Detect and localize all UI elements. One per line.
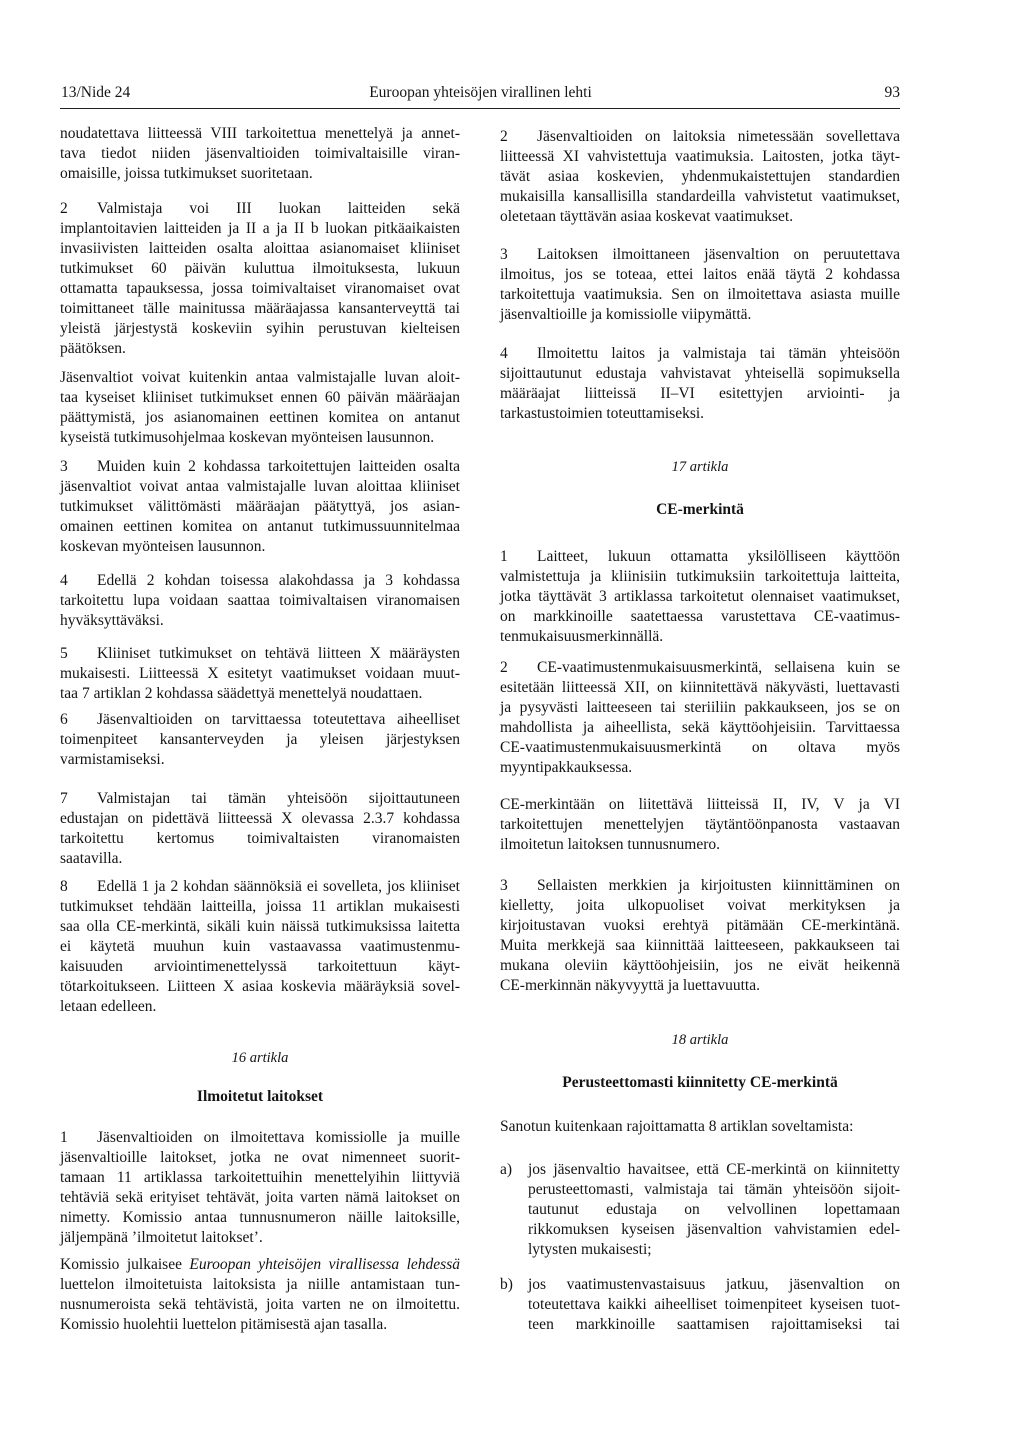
text-line <box>500 147 900 167</box>
text-line <box>60 997 460 1017</box>
line-text: tutkimukset 60 päivän kuluttua ilmoituksesta, lukuun <box>60 260 460 277</box>
line-text: on markkinoille saatettaessa varustettava CE-vaatimus- <box>500 608 900 625</box>
paragraph <box>500 127 900 227</box>
text-line <box>60 319 460 339</box>
text-line <box>500 916 900 936</box>
text-line <box>60 517 460 537</box>
text-line <box>60 789 460 809</box>
line-text: koskevan myönteisen lausunnon. <box>60 538 266 555</box>
line-text: teen markkinoille saattamisen rajoittamiseksi tai <box>528 1316 900 1333</box>
line-text: valmistettuja ja kliinisiin tutkimuksiin tarkoitettuja laitteita, <box>500 568 900 585</box>
text-line <box>60 877 460 897</box>
line-text: ottamatta tapauksessa, jossa toimivaltaiset viranomaiset ovat <box>60 280 460 297</box>
text-line <box>500 305 900 325</box>
paragraph-number: 3 <box>60 458 68 475</box>
text-line <box>60 497 460 517</box>
text-line <box>60 1295 460 1315</box>
line-text: Sellaisten merkkien ja kirjoitusten kiinnittäminen on <box>537 877 900 894</box>
text-line <box>60 164 460 184</box>
line-text: Komissio huolehtii luettelon pitämisestä ajan tasalla. <box>60 1316 388 1333</box>
paragraph <box>500 1117 900 1137</box>
paragraph <box>60 1255 460 1335</box>
text-line <box>500 285 900 305</box>
line-text: Kliiniset tutkimukset on tehtävä liitteen X määräysten <box>97 645 460 662</box>
line-text: yleistä järjestystä koskeviin syihin perustuvan kielteisen <box>60 320 460 337</box>
text-line <box>60 239 460 259</box>
text-line <box>528 1180 900 1200</box>
text-line <box>500 815 900 835</box>
line-text: CE-merkintään on liitettävä liitteissä II, IV, V ja VI <box>500 796 900 813</box>
line-text: ei käytetä muuhun kuin vastaavassa vaatimustenmu- <box>60 938 460 955</box>
text-line <box>60 1275 460 1295</box>
line-text: Muiden kuin 2 kohdassa tarkoitettujen laitteiden osalta <box>97 458 460 475</box>
text-line <box>60 917 460 937</box>
article-number: 18 artikla <box>671 1032 729 1048</box>
paragraph <box>60 877 460 1017</box>
text-line <box>500 876 900 896</box>
line-text: jäljempänä ’ilmoitetut laitokset’. <box>60 1229 263 1246</box>
text-line <box>60 428 460 448</box>
line-text: tarkoitettuja vaatimuksia. Sen on ilmoitettava asiasta muille <box>500 286 900 303</box>
text-line <box>60 829 460 849</box>
paragraph-number: 1 <box>60 1129 68 1146</box>
line-text: toimenpiteet kansanterveyden ja yleisen järjestyksen <box>60 731 460 748</box>
line-text: mahdollista ja aiheellista, sekä käyttöohjeisiin. Tarvittaessa <box>500 719 900 736</box>
line-text: CE-merkinnän näkyvyyttä ja luettavuutta. <box>500 977 760 994</box>
text-line <box>500 627 900 647</box>
text-line <box>60 1208 460 1228</box>
journal-title: Euroopan yhteisöjen virallinen lehti <box>369 84 592 101</box>
text-line <box>500 567 900 587</box>
page-number: 93 <box>884 84 900 101</box>
line-text: määräajat liitteissä II–VI esitettyjen arviointi- ja <box>500 385 900 402</box>
line-text: kirjoitustavan vuoksi erehtyä pitämään CE-merkintänä. <box>500 917 900 934</box>
paragraph-number: 3 <box>500 877 508 894</box>
article-number: 16 artikla <box>231 1050 289 1066</box>
line-text: jos jäsenvaltio havaitsee, että CE-merkintä on kiinnitetty <box>528 1161 900 1178</box>
paragraph-number: 2 <box>60 200 68 217</box>
line-text: CE-vaatimustenmukaisuusmerkintä on oltava myös <box>500 739 900 756</box>
line-text: myyntipakkauksessa. <box>500 759 633 776</box>
line-text: mukaisesti. Liitteessä X esitetyt vaatimukset voidaan muut- <box>60 665 460 682</box>
line-text: Muita merkkejä saa kiinnittää laitteeseen, pakkaukseen tai <box>500 937 900 954</box>
line-text: jos vaatimustenvastaisuus jatkuu, jäsenvaltion on <box>528 1276 900 1293</box>
line-text: Sanotun kuitenkaan rajoittamatta 8 artiklan soveltamista: <box>500 1118 854 1135</box>
line-text: Edellä 2 kohdan toisessa alakohdassa ja 3 kohdassa <box>97 572 460 589</box>
line-text: tautunut edustaja on velvollinen lopettamaan <box>528 1201 900 1218</box>
text-line <box>528 1160 900 1180</box>
text-line <box>60 199 460 219</box>
article-title: CE-merkintä <box>656 501 744 518</box>
text-line <box>60 730 460 750</box>
line-text: letaan edelleen. <box>60 998 157 1015</box>
line-text: Laitoksen ilmoittaneen jäsenvaltion on peruutettava <box>537 246 900 263</box>
text-line <box>60 849 460 869</box>
paragraph-number: 2 <box>500 128 508 145</box>
text-line <box>60 750 460 770</box>
list-item-text <box>528 1160 900 1260</box>
text-line <box>60 279 460 299</box>
line-text: tarkoitettu lupa voidaan saattaa toimivaltaisen viranomaisen <box>60 592 460 609</box>
list-item-label: b) <box>500 1276 513 1293</box>
text-line <box>500 587 900 607</box>
paragraph-number: 8 <box>60 878 68 895</box>
article-title: Perusteettomasti kiinnitetty CE-merkintä <box>562 1074 838 1091</box>
line-text: tötarkoitukseen. Liitteen X asiaa koskevia määräyksiä sovel- <box>60 978 460 995</box>
line-text: kaisuuden arviointimenettelyssä tarkoitettuun käyt- <box>60 958 460 975</box>
text-line <box>60 710 460 730</box>
text-line <box>500 718 900 738</box>
line-text: hyväksyttäväksi. <box>60 612 164 629</box>
text-line <box>500 384 900 404</box>
text-line <box>528 1275 900 1295</box>
line-text: tava tiedot niiden jäsenvaltioiden toimivaltaisille viran- <box>60 145 460 162</box>
paragraph <box>60 789 460 869</box>
line-text: ilmoitus, jos se toteaa, ettei laitos enää täytä 2 kohdassa <box>500 266 900 283</box>
list-item-text <box>528 1275 900 1335</box>
text-line <box>500 364 900 384</box>
text-line <box>528 1220 900 1240</box>
text-line <box>500 547 900 567</box>
text-line <box>60 937 460 957</box>
line-text: Ilmoitettu laitos ja valmistaja tai tämän yhteisöön <box>537 345 900 362</box>
text-line <box>60 684 460 704</box>
text-line <box>500 245 900 265</box>
text-line <box>500 404 900 424</box>
text-line <box>60 571 460 591</box>
text-line <box>60 897 460 917</box>
paragraph <box>60 368 460 448</box>
line-text: Valmistajan tai tämän yhteisöön sijoittautuneen <box>97 790 460 807</box>
line-text: varmistamiseksi. <box>60 751 165 768</box>
text-line <box>60 408 460 428</box>
line-text: saa olla CE-merkintä, sikäli kuin näissä tutkimuksissa laitetta <box>60 918 460 935</box>
paragraph-number: 5 <box>60 645 68 662</box>
paragraph <box>500 876 900 996</box>
line-text: päätöksen. <box>60 340 126 357</box>
line-text: taa kyseiset kliiniset tutkimukset ennen 60 päivän määräajan <box>60 389 460 406</box>
paragraph <box>60 199 460 359</box>
line-text: jäsenvaltioille ja komissiolle viipymättä. <box>500 306 752 323</box>
text-line <box>500 127 900 147</box>
line-text: päättymistä, jos asianomainen eettinen komitea on antanut <box>60 409 460 426</box>
line-text: jotka täyttävät 3 artiklassa tarkoitetut olennaiset vaatimukset, <box>500 588 900 605</box>
text-line <box>60 144 460 164</box>
line-text: jäsenvaltiot voivat antaa valmistajalle luvan aloittaa kliiniset <box>60 478 460 495</box>
text-line <box>528 1240 900 1260</box>
article-title: Ilmoitetut laitokset <box>196 1088 324 1105</box>
line-text: mukana oleviin käyttöohjeisiin, jos ne eivät heikennä <box>500 957 900 974</box>
text-line <box>60 259 460 279</box>
paragraph <box>500 795 900 855</box>
text-line <box>500 167 900 187</box>
line-text: sijoittautunut edustaja vahvistavat yhteisellä sopimuksella <box>500 365 900 382</box>
paragraph-number: 7 <box>60 790 68 807</box>
paragraph-number: 2 <box>500 659 508 676</box>
line-text: Edellä 1 ja 2 kohdan säännöksiä ei sovelleta, jos kliiniset <box>97 878 460 895</box>
line-text: implantoitavien laitteiden ja II a ja II b luokan pitkäaikaisten <box>60 220 460 237</box>
line-text: tutkimukset välittömästi määräajan päätyttyä, jos asian- <box>60 498 460 515</box>
line-text: invasiivisten laitteiden osalta aloittaa asianomaiset kliiniset <box>60 240 460 257</box>
text-line <box>60 1315 460 1335</box>
line-text: ja pysyvästi laitteeseen tai steriiliin pakkaukseen, jos se on <box>500 699 900 716</box>
text-line <box>60 368 460 388</box>
line-text: mukaisilla kansallisilla standardeilla vahvistetut vaatimukset, <box>500 188 900 205</box>
list-item <box>500 1160 900 1260</box>
text-line <box>500 678 900 698</box>
text-line <box>60 644 460 664</box>
text-line <box>60 537 460 557</box>
text-line <box>500 265 900 285</box>
text-line <box>528 1315 900 1335</box>
line-text: Komissio julkaisee <box>60 1256 182 1273</box>
text-line <box>60 664 460 684</box>
line-text: Jäsenvaltioiden on ilmoitettava komissiolle ja muille <box>97 1129 460 1146</box>
text-line <box>60 977 460 997</box>
paragraph <box>60 124 460 184</box>
text-line <box>528 1295 900 1315</box>
text-line <box>60 1168 460 1188</box>
text-line <box>60 124 460 144</box>
line-text: nusnumeroista sekä tehtävistä, joita varten ne on ilmoitettu. <box>60 1296 460 1313</box>
list-item-label: a) <box>500 1161 513 1178</box>
text-line <box>500 976 900 996</box>
line-text: taa 7 artiklan 2 kohdassa säädettyä menettelyä noudattaen. <box>60 685 423 702</box>
text-line <box>60 809 460 829</box>
text-line <box>60 388 460 408</box>
line-text: liitteessä XI vahvistettuja vaatimuksia. Laitosten, jotka täyt- <box>500 148 900 165</box>
list-item <box>500 1275 900 1335</box>
paragraph-number: 3 <box>500 246 508 263</box>
text-line <box>60 591 460 611</box>
line-text: Valmistaja voi III luokan laitteiden sekä <box>97 200 460 217</box>
line-text: toimittaneet tälle mainitussa määräajassa kansanterveyttä tai <box>60 300 460 317</box>
text-line <box>500 936 900 956</box>
right-column <box>500 0 900 1437</box>
line-text: omaisille, joissa tutkimukset suoritetaan. <box>60 165 313 182</box>
text-line <box>500 835 900 855</box>
text-line <box>60 1228 460 1248</box>
text-line <box>60 1148 460 1168</box>
text-line <box>500 956 900 976</box>
line-text: jäsenvaltioille laitokset, jotka ne ovat nimenneet suorit- <box>60 1149 460 1166</box>
paragraph-number: 4 <box>60 572 68 589</box>
paragraph <box>60 710 460 770</box>
text-line <box>500 896 900 916</box>
paragraph-number: 6 <box>60 711 68 728</box>
paragraph <box>60 1128 460 1248</box>
text-line <box>500 658 900 678</box>
italic-text: Euroopan yhteisöjen virallisessa lehdessä <box>189 1256 461 1273</box>
text-line <box>500 607 900 627</box>
text-line <box>60 1255 460 1275</box>
line-text: omainen eettinen komitea on antanut tutkimussuunnitelmaa <box>60 518 460 535</box>
line-text: ilmoitetun laitoksen tunnusnumero. <box>500 836 720 853</box>
line-text: Laitteet, lukuun ottamatta yksilölliseen käyttöön <box>537 548 900 565</box>
line-text: tenmukaisuusmerkinnällä. <box>500 628 664 645</box>
text-line <box>500 758 900 778</box>
paragraph <box>60 457 460 557</box>
line-text: rikkomuksen kyseisen jäsenvaltion vahvistamien edel- <box>528 1221 900 1238</box>
line-text: Jäsenvaltiot voivat kuitenkin antaa valmistajalle luvan aloit- <box>60 369 460 386</box>
line-text: toteutettava kaikki aiheelliset toimenpiteet kyseisen tuot- <box>528 1296 900 1313</box>
line-text: kyseistä tutkimusohjelmaa koskevan myönteisen lausunnon. <box>60 429 435 446</box>
text-line <box>60 477 460 497</box>
text-line <box>500 795 900 815</box>
line-text: Jäsenvaltioiden on laitoksia nimetessään sovellettava <box>537 128 900 145</box>
text-line <box>60 299 460 319</box>
line-text: luettelon ilmoitetuista laitoksista ja niille antamistaan tun- <box>60 1276 460 1293</box>
text-line <box>60 339 460 359</box>
line-text: noudatettava liitteessä VIII tarkoitettua menettelyä ja annet- <box>60 125 460 142</box>
paragraph <box>60 644 460 704</box>
line-text: tävät asiaa koskevien, yhdenmukaistettujen standardien <box>500 168 900 185</box>
paragraph <box>500 245 900 325</box>
line-text: tutkimukset tehdään laitteilla, joissa 11 artiklan mukaisesti <box>60 898 460 915</box>
paragraph <box>500 658 900 778</box>
line-text: Jäsenvaltioiden on tarvittaessa toteutettava aiheelliset <box>97 711 460 728</box>
text-line <box>60 219 460 239</box>
line-text: oletetaan täyttävän asiaa koskevat vaatimukset. <box>500 208 794 225</box>
line-text: CE-vaatimustenmukaisuusmerkintä, sellaisena kuin se <box>537 659 900 676</box>
text-line <box>60 1128 460 1148</box>
line-text: tarkoitettujen menettelyjen täytäntöönpanosta vastaavan <box>500 816 900 833</box>
text-line <box>500 344 900 364</box>
text-line <box>60 957 460 977</box>
text-line <box>60 611 460 631</box>
article-number: 17 artikla <box>671 459 729 475</box>
line-text: edustajan on pidettävä liitteessä X olevassa 2.3.7 kohdassa <box>60 810 460 827</box>
text-line <box>500 738 900 758</box>
volume-label: 13/Nide 24 <box>61 84 131 101</box>
line-text: kielletty, joita ulkopuoliset voivat merkityksen ja <box>500 897 900 914</box>
left-column <box>60 0 460 1437</box>
line-text: perusteettomasti, valmistaja tai tämän yhteisöön sijoit- <box>528 1181 900 1198</box>
paragraph-number: 4 <box>500 345 508 362</box>
text-line <box>500 207 900 227</box>
line-text: esitetään liitteessä XII, on kiinnitettävä näkyvästi, luettavasti <box>500 679 900 696</box>
paragraph <box>500 344 900 424</box>
line-text: lytysten mukaisesti; <box>528 1241 652 1258</box>
line-text: nimetty. Komissio antaa tunnusnumeron näille laitoksille, <box>60 1209 460 1226</box>
text-line <box>500 1117 900 1137</box>
line-text: tamaan 11 artiklassa tarkoitettuihin menettelyihin liittyviä <box>60 1169 460 1186</box>
paragraph <box>500 547 900 647</box>
line-text: tarkastustoimien toteuttamiseksi. <box>500 405 705 422</box>
line-text: saatavilla. <box>60 850 123 867</box>
text-line <box>60 1188 460 1208</box>
text-line <box>500 187 900 207</box>
text-line <box>500 698 900 718</box>
text-line <box>528 1200 900 1220</box>
paragraph-number: 1 <box>500 548 508 565</box>
line-text: tehtäviä sekä erityiset tehtävät, joita varten nämä laitokset on <box>60 1189 460 1206</box>
text-line <box>60 457 460 477</box>
paragraph <box>60 571 460 631</box>
line-text: tarkoitettu kertomus toimivaltaisten viranomaisten <box>60 830 460 847</box>
